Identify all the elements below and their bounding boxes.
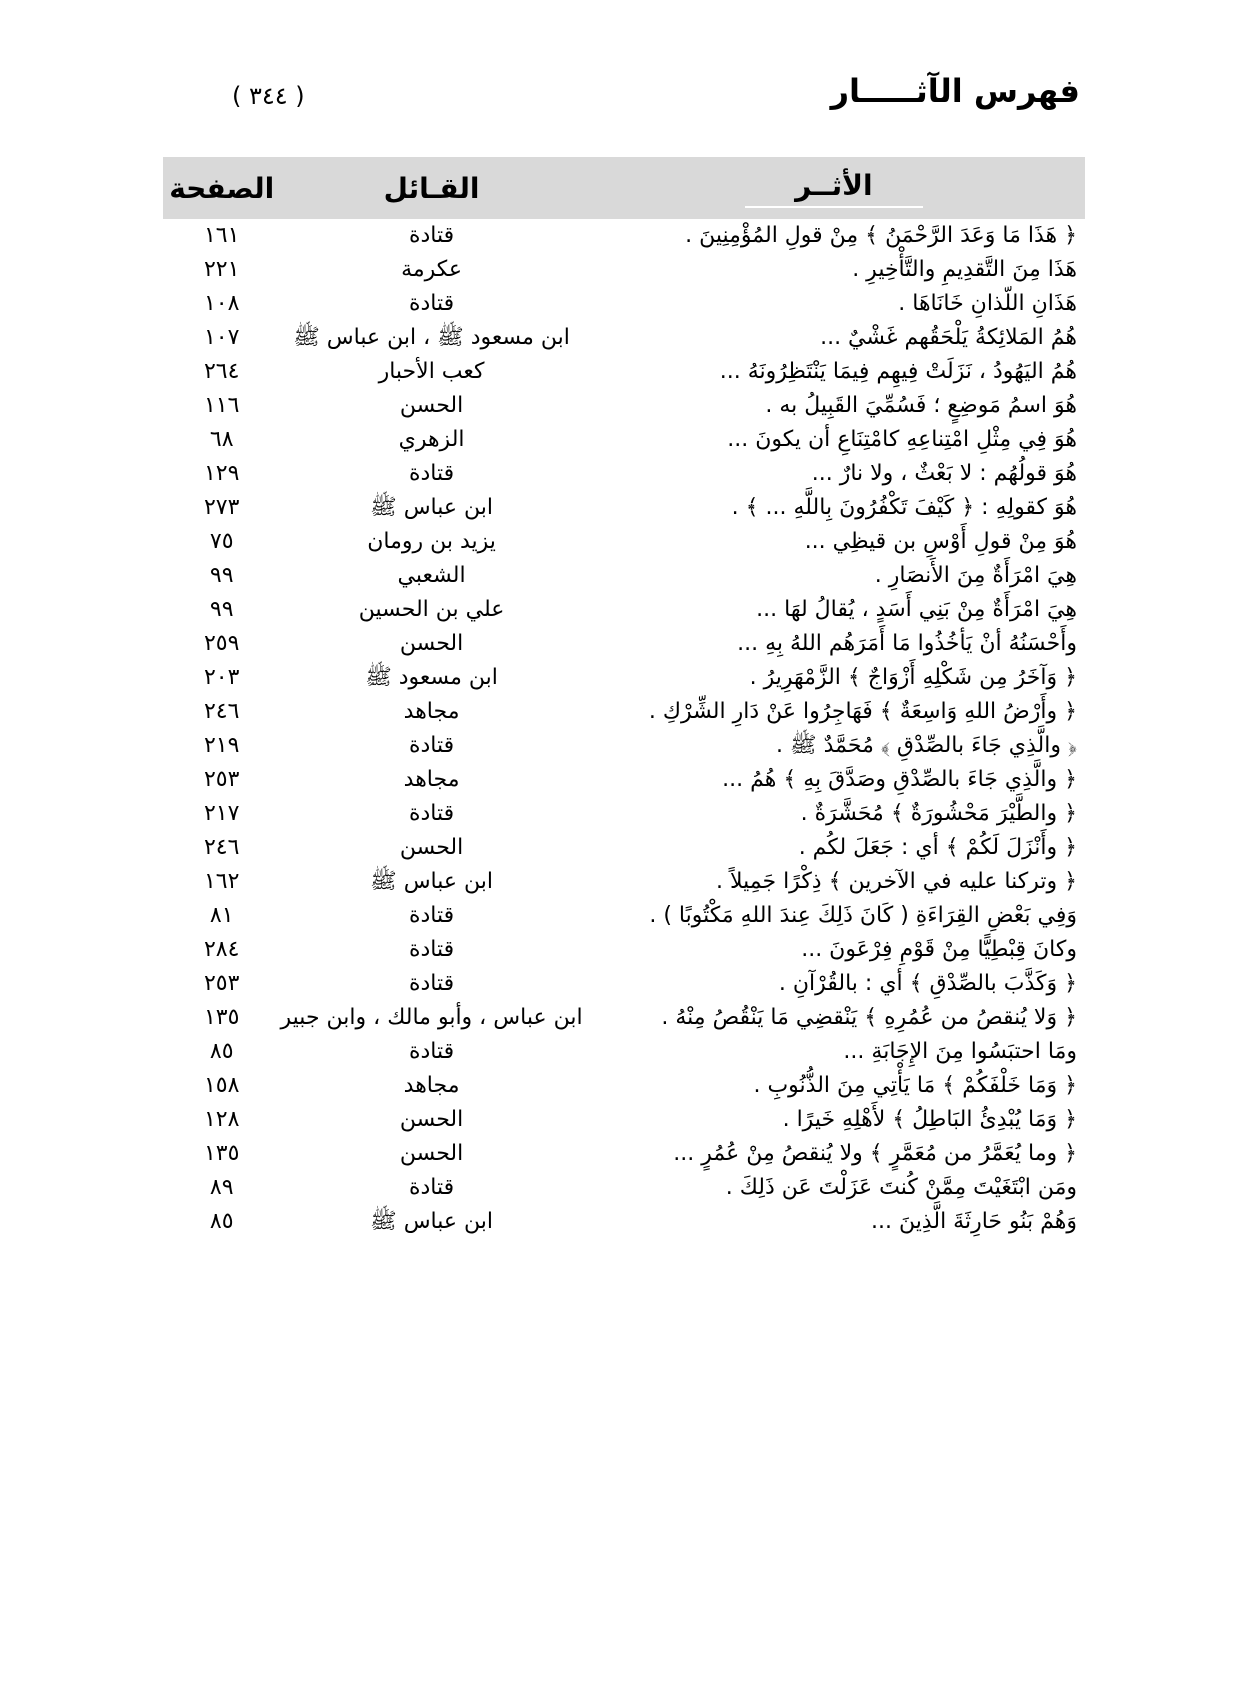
qail-cell: قتادة: [408, 461, 455, 486]
table-row: [163, 423, 1085, 457]
page-cell: ٢١٧: [203, 801, 240, 826]
athar-index-table: [163, 157, 1085, 1239]
table-row: [163, 627, 1085, 661]
table-header-row: [163, 157, 1085, 219]
qail-cell: ابن عباس ﷺ: [370, 495, 493, 520]
table-body: [163, 219, 1085, 1239]
page-cell: ٩٩: [209, 563, 234, 588]
qail-cell: كعب الأحبار: [378, 359, 485, 384]
column-header-page: الصفحة: [169, 171, 275, 205]
table-row: [163, 933, 1085, 967]
qail-cell: مجاهد: [403, 1073, 460, 1098]
table-row: [163, 967, 1085, 1001]
athar-cell: ﴿ وأَنْزَلَ لَكُمْ ﴾ أي : جَعَلَ لكُم .: [798, 835, 1077, 860]
athar-cell: هَذَا مِنَ التَّقدِيمِ والتَّأْخِيرِ .: [852, 257, 1077, 282]
table-row: [163, 831, 1085, 865]
page-cell: ١٦٢: [203, 869, 240, 894]
athar-cell: ﴿ والَّذِي جَاءَ بالصِّدْقِ وصَدَّقَ بِهِ ﴾ هُمُ ...: [722, 767, 1077, 792]
table-row: [163, 355, 1085, 389]
athar-cell: ﴿ وَكَذَّبَ بالصِّدْقِ ﴾ أي : بالقُرْآنِ .: [778, 971, 1077, 996]
table-row: [163, 491, 1085, 525]
table-row: [163, 559, 1085, 593]
table-row: [163, 525, 1085, 559]
page-cell: ٢٥٣: [203, 767, 240, 792]
athar-cell: ﴿ وَلا يُنقصُ من عُمُرِهِ ﴾ يَنْقضِي مَا يَنْقُصُ مِنْهُ .: [661, 1005, 1077, 1030]
page-cell: ٩٩: [209, 597, 234, 622]
page-cell: ٢٠٣: [203, 665, 240, 690]
table-row: [163, 287, 1085, 321]
qail-cell: قتادة: [408, 937, 455, 962]
athar-cell: هِيَ امْرَأَةٌ مِنَ الأَنصَارِ .: [874, 563, 1077, 588]
qail-cell: ابن مسعود ﷺ: [365, 665, 498, 690]
qail-cell: قتادة: [408, 223, 455, 248]
athar-cell: هُمُ اليَهُودُ ، نَزَلَتْ فِيهِم فِيمَا يَنْتَظِرُونَهُ ...: [719, 359, 1077, 384]
page-cell: ١٢٨: [203, 1107, 240, 1132]
athar-cell: وأَحْسَنُهُ أنْ يَأخُذُوا مَا أَمَرَهُم اللهُ بِهِ ...: [737, 631, 1077, 656]
qail-cell: قتادة: [408, 733, 455, 758]
athar-cell: وَفِي بَعْضِ القِرَاءَةِ ( كَانَ ذَلِكَ عِندَ اللهِ مَكْتُوبًا ) .: [649, 903, 1077, 928]
page-cell: ٢٥٩: [203, 631, 240, 656]
page-cell: ٢٥٣: [203, 971, 240, 996]
athar-cell: ﴿ والَّذِي جَاءَ بالصِّدْقِ ﴾ مُحَمَّدٌ ﷺ .: [776, 733, 1077, 758]
page-cell: ١٠٨: [203, 291, 240, 316]
page-cell: ٨١: [209, 903, 234, 928]
athar-cell: ﴿ وَمَا يُبْدِئُ البَاطِلُ ﴾ لأَهْلِهِ خَيرًا .: [782, 1107, 1077, 1132]
page-header: [200, 72, 1080, 122]
column-header-qail: القـائل: [383, 171, 480, 205]
page-cell: ٢٤٦: [203, 699, 240, 724]
table-row: [163, 219, 1085, 253]
athar-cell: هُوَ كقولِهِ : ﴿ كَيْفَ تَكْفُرُونَ بِاللَّهِ ... ﴾ .: [731, 495, 1077, 520]
table-row: [163, 457, 1085, 491]
athar-cell: هُوَ قولُهُم : لا بَعْثٌ ، ولا نارٌ ...: [811, 461, 1077, 486]
page-cell: ٢٦٤: [203, 359, 240, 384]
table-row: [163, 729, 1085, 763]
page-number: ( ٣٤٤ ): [232, 82, 305, 110]
qail-cell: ابن عباس ، وأبو مالك ، وابن جبير: [280, 1005, 583, 1030]
table-row: [163, 389, 1085, 423]
table-row: [163, 1137, 1085, 1171]
athar-cell: ﴿ هَذَا مَا وَعَدَ الرَّحْمَنُ ﴾ مِنْ قولِ المُؤْمِنِينَ .: [685, 223, 1077, 248]
qail-cell: الشعبي: [397, 563, 466, 588]
qail-cell: قتادة: [408, 1039, 455, 1064]
athar-cell: هِيَ امْرَأَةٌ مِنْ بَنِي أَسَدٍ ، يُقالُ لهَا ...: [756, 597, 1077, 622]
table-row: [163, 593, 1085, 627]
athar-cell: ﴿ وأَرْضُ اللهِ وَاسِعَةٌ ﴾ فَهَاجِرُوا عَنْ دَارِ الشِّرْكِ .: [648, 699, 1077, 724]
table-row: [163, 1001, 1085, 1035]
table-row: [163, 253, 1085, 287]
table-row: [163, 1069, 1085, 1103]
athar-cell: هُمُ المَلائِكةُ يَلْحَقُهم غَشْيٌ ...: [820, 325, 1077, 350]
page-cell: ٢٢١: [203, 257, 240, 282]
athar-cell: وَهُمْ بَنُو حَارِثَةَ الَّذِينَ ...: [870, 1209, 1077, 1234]
qail-cell: الحسن: [399, 631, 464, 656]
page-cell: ٢٨٤: [203, 937, 240, 962]
table-row: [163, 1171, 1085, 1205]
qail-cell: قتادة: [408, 903, 455, 928]
table-row: [163, 1103, 1085, 1137]
athar-cell: ﴿ وَآخَرُ مِن شَكْلِهِ أَزْوَاجٌ ﴾ الزَّمْهَرِيرُ .: [749, 665, 1077, 690]
table-row: [163, 797, 1085, 831]
page-cell: ٨٥: [209, 1039, 234, 1064]
athar-cell: ﴿ وَمَا خَلْفَكُمْ ﴾ مَا يَأْتِي مِنَ الذُّنُوبِ .: [753, 1073, 1077, 1098]
page-cell: ١٣٥: [203, 1005, 240, 1030]
qail-cell: قتادة: [408, 291, 455, 316]
table-row: [163, 1035, 1085, 1069]
qail-cell: ابن مسعود ﷺ ، ابن عباس ﷺ: [293, 325, 570, 350]
page-cell: ١٦١: [203, 223, 240, 248]
page-title: فهرس الآثـــــار: [830, 72, 1080, 110]
qail-cell: يزيد بن رومان: [367, 529, 496, 554]
athar-cell: هُوَ اسمُ مَوضِعٍ ؛ فَسُمِّيَ القَبِيلُ به .: [765, 393, 1077, 418]
column-header-athar: الأثــر: [583, 157, 1085, 219]
page-cell: ٢٤٦: [203, 835, 240, 860]
page-cell: ٢٧٣: [203, 495, 240, 520]
qail-cell: قتادة: [408, 801, 455, 826]
page-cell: ١١٦: [203, 393, 240, 418]
table-row: [163, 1205, 1085, 1239]
athar-cell: ومَن ابْتَغَيْتَ مِمَّنْ كُنتَ عَزَلْتَ عَن ذَلِكَ .: [725, 1175, 1077, 1200]
table-row: [163, 661, 1085, 695]
page-cell: ٨٥: [209, 1209, 234, 1234]
qail-cell: الحسن: [399, 1141, 464, 1166]
table-row: [163, 763, 1085, 797]
table-row: [163, 321, 1085, 355]
page-cell: ١٠٧: [203, 325, 240, 350]
qail-cell: مجاهد: [403, 767, 460, 792]
qail-cell: عكرمة: [401, 257, 463, 282]
page-cell: ٢١٩: [203, 733, 240, 758]
athar-cell: ﴿ والطَّيْرَ مَحْشُورَةٌ ﴾ مُحَشَّرَةٌ .: [800, 801, 1077, 826]
qail-cell: الحسن: [399, 1107, 464, 1132]
qail-cell: قتادة: [408, 971, 455, 996]
qail-cell: مجاهد: [403, 699, 460, 724]
qail-cell: الحسن: [399, 835, 464, 860]
table-row: [163, 865, 1085, 899]
page-cell: ٦٨: [209, 427, 234, 452]
qail-cell: قتادة: [408, 1175, 455, 1200]
athar-cell: هُوَ فِي مِثْلِ امْتِناعِهِ كامْتِنَاعِ أن يكونَ ...: [727, 427, 1077, 452]
athar-cell: وكانَ قِبْطِيًّا مِنْ قَوْمِ فِرْعَونَ ...: [801, 937, 1077, 962]
athar-cell: ﴿ وما يُعَمَّرُ من مُعَمَّرٍ ﴾ ولا يُنقصُ مِنْ عُمُرٍ ...: [673, 1141, 1077, 1166]
qail-cell: علي بن الحسين: [358, 597, 505, 622]
table-row: [163, 695, 1085, 729]
qail-cell: الحسن: [399, 393, 464, 418]
athar-cell: هَذَانِ اللّذانِ خَانَاهَا .: [898, 291, 1077, 316]
page-cell: ١٢٩: [203, 461, 240, 486]
page-cell: ١٣٥: [203, 1141, 240, 1166]
athar-cell: هُوَ مِنْ قولِ أَوْسِ بن قيظِي ...: [804, 529, 1077, 554]
qail-cell: الزهري: [398, 427, 465, 452]
athar-cell: ﴿ وتركنا عليه في الآخرين ﴾ ذِكْرًا جَمِيلاً .: [716, 869, 1077, 894]
qail-cell: ابن عباس ﷺ: [370, 869, 493, 894]
page-cell: ٧٥: [209, 529, 234, 554]
page-cell: ٨٩: [209, 1175, 234, 1200]
table-row: [163, 899, 1085, 933]
page-cell: ١٥٨: [203, 1073, 240, 1098]
athar-cell: ومَا احتبَسُوا مِنَ الإِجَابَةِ ...: [843, 1039, 1077, 1064]
qail-cell: ابن عباس ﷺ: [370, 1209, 493, 1234]
